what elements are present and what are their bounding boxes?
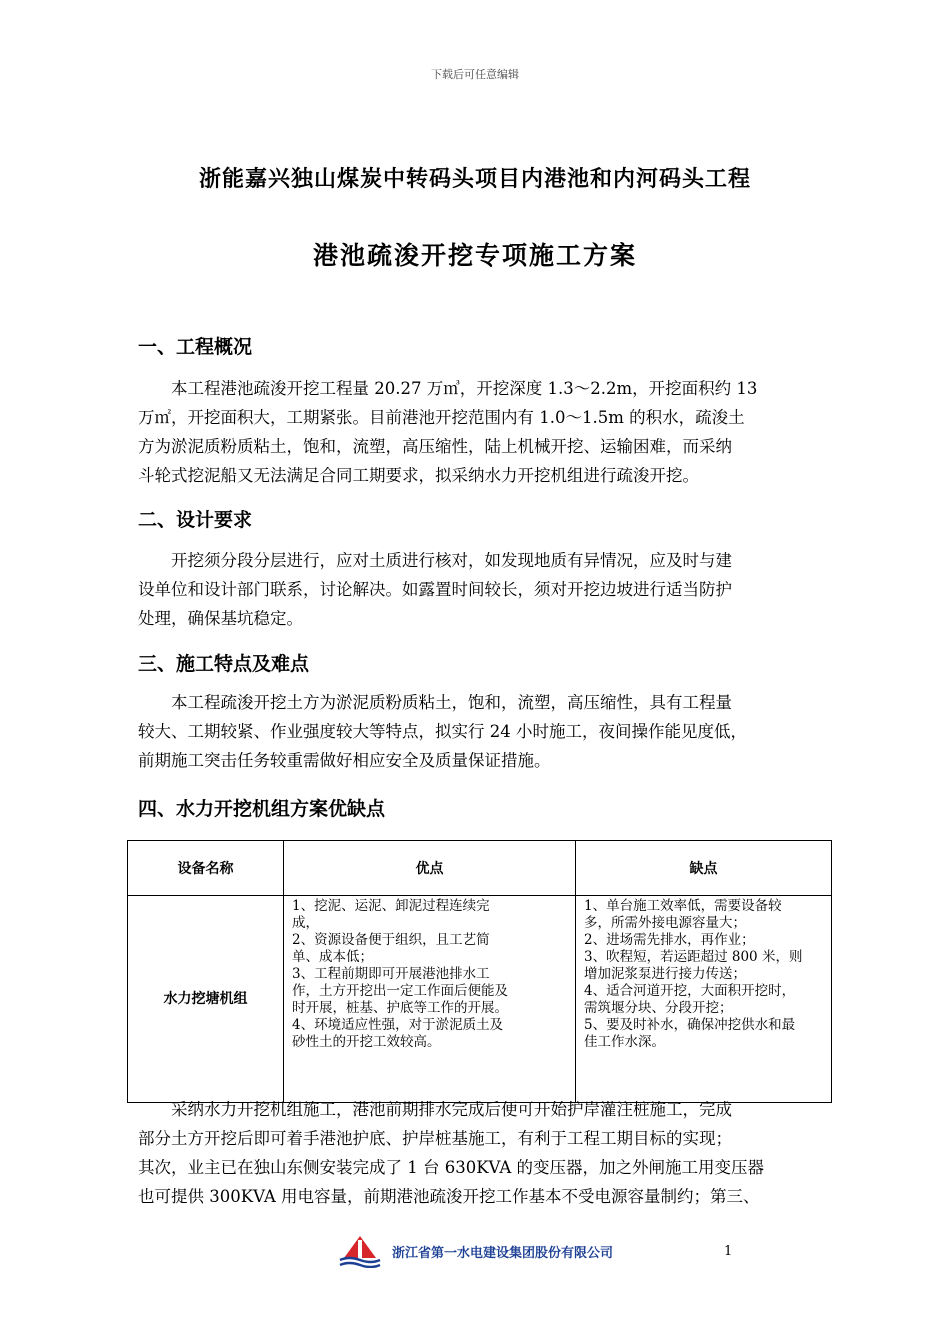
body-line: 方为淤泥质粉质粘土，饱和，流塑，高压缩性，陆上机械开挖、运输困难，而采纳 [138,437,732,456]
section-body-2 [138,546,838,633]
col-header-advantages: 优点 [284,841,576,896]
company-name: 浙江省第一水电建设集团股份有限公司 [392,1246,614,1261]
disadvantage-line: 需筑堰分块、分段开挖； [584,1000,733,1016]
body-line: 前期施工突击任务较重需做好相应安全及质量保证措施。 [138,751,551,770]
advantage-line: 4、环境适应性强，对于淤泥质土及 [292,1017,504,1033]
company-logo-icon [338,1234,382,1268]
equipment-name-cell: 水力挖塘机组 [128,896,284,1103]
advantage-line: 2、资源设备便于组织，且工艺简 [292,932,490,948]
body-line: 本工程港池疏浚开挖工程量 20.27 万㎥，开挖深度 1.3～2.2m，开挖面积约 13 [171,379,758,398]
section-heading-2: 二、设计要求 [138,509,253,531]
header-note: 下载后可任意编辑 [431,68,519,81]
pros-cons-table [127,840,832,1103]
section-heading-1: 一、工程概况 [138,336,253,358]
page-footer [0,1232,950,1272]
body-line: 设单位和设计部门联系，讨论解决。如露置时间较长，须对开挖边坡进行适当防护 [138,580,732,599]
page-number: 1 [724,1244,733,1259]
disadvantage-line: 佳工作水深。 [584,1034,665,1050]
body-line: 部分土方开挖后即可着手港池护底、护岸桩基施工，有利于工程工期目标的实现； [138,1129,732,1148]
body-line: 也可提供 300KVA 用电容量，前期港池疏浚开挖工作基本不受电源容量制约；第三、 [138,1187,760,1206]
disadvantage-line: 3、吹程短，若运距超过 800 米，则 [584,949,803,965]
disadvantage-line: 5、要及时补水，确保冲挖供水和最 [584,1017,796,1033]
body-line: 斗轮式挖泥船又无法满足合同工期要求，拟采纳水力开挖机组进行疏浚开挖。 [138,466,699,485]
body-line: 其次，业主已在独山东侧安装完成了 1 台 630KVA 的变压器，加之外闸施工用变压器 [138,1158,765,1177]
table-row [128,896,832,1103]
disadvantage-line: 增加泥浆泵进行接力传送； [584,966,746,982]
advantages-cell [284,896,576,1103]
disadvantages-cell [576,896,832,1103]
col-header-equipment: 设备名称 [128,841,284,896]
document-subtitle: 港池疏浚开挖专项施工方案 [312,241,637,270]
section-body-1 [138,374,838,490]
body-line: 本工程疏浚开挖土方为淤泥质粉质粘土，饱和，流塑，高压缩性，具有工程量 [171,693,732,712]
body-line: 万㎡，开挖面积大，工期紧张。目前港池开挖范围内有 1.0～1.5m 的积水，疏浚土 [138,408,745,427]
disadvantage-line: 4、适合河道开挖，大面积开挖时， [584,983,796,999]
disadvantage-line: 多，所需外接电源容量大； [584,915,746,931]
advantage-line: 砂性土的开挖工效较高。 [292,1034,441,1050]
advantage-line: 时开展，桩基、护底等工作的开展。 [292,1000,508,1016]
body-line: 采纳水力开挖机组施工，港池前期排水完成后便可开始护岸灌注桩施工，完成 [171,1100,732,1119]
section-heading-4: 四、水力开挖机组方案优缺点 [138,798,386,820]
body-line: 较大、工期较紧、作业强度较大等特点，拟实行 24 小时施工，夜间操作能见度低， [138,722,747,741]
advantage-line: 3、工程前期即可开展港池排水工 [292,966,490,982]
advantage-line: 1、挖泥、运泥、卸泥过程连续完 [292,898,490,914]
disadvantage-line: 2、进场需先排水，再作业； [584,932,755,948]
after-table-body [138,1095,838,1211]
section-body-3 [138,688,838,775]
col-header-disadvantages: 缺点 [576,841,832,896]
body-line: 开挖须分段分层进行，应对土质进行核对，如发现地质有异情况，应及时与建 [171,551,732,570]
disadvantage-line: 1、单台施工效率低，需要设备较 [584,898,782,914]
section-heading-3: 三、施工特点及难点 [138,653,310,675]
advantage-line: 单、成本低； [292,949,373,965]
advantage-line: 成， [292,915,319,931]
table-header-row [128,841,832,896]
advantage-line: 作，土方开挖出一定工作面后便能及 [292,983,508,999]
body-line: 处理，确保基坑稳定。 [138,609,303,628]
document-title: 浙能嘉兴独山煤炭中转码头项目内港池和内河码头工程 [198,166,751,192]
